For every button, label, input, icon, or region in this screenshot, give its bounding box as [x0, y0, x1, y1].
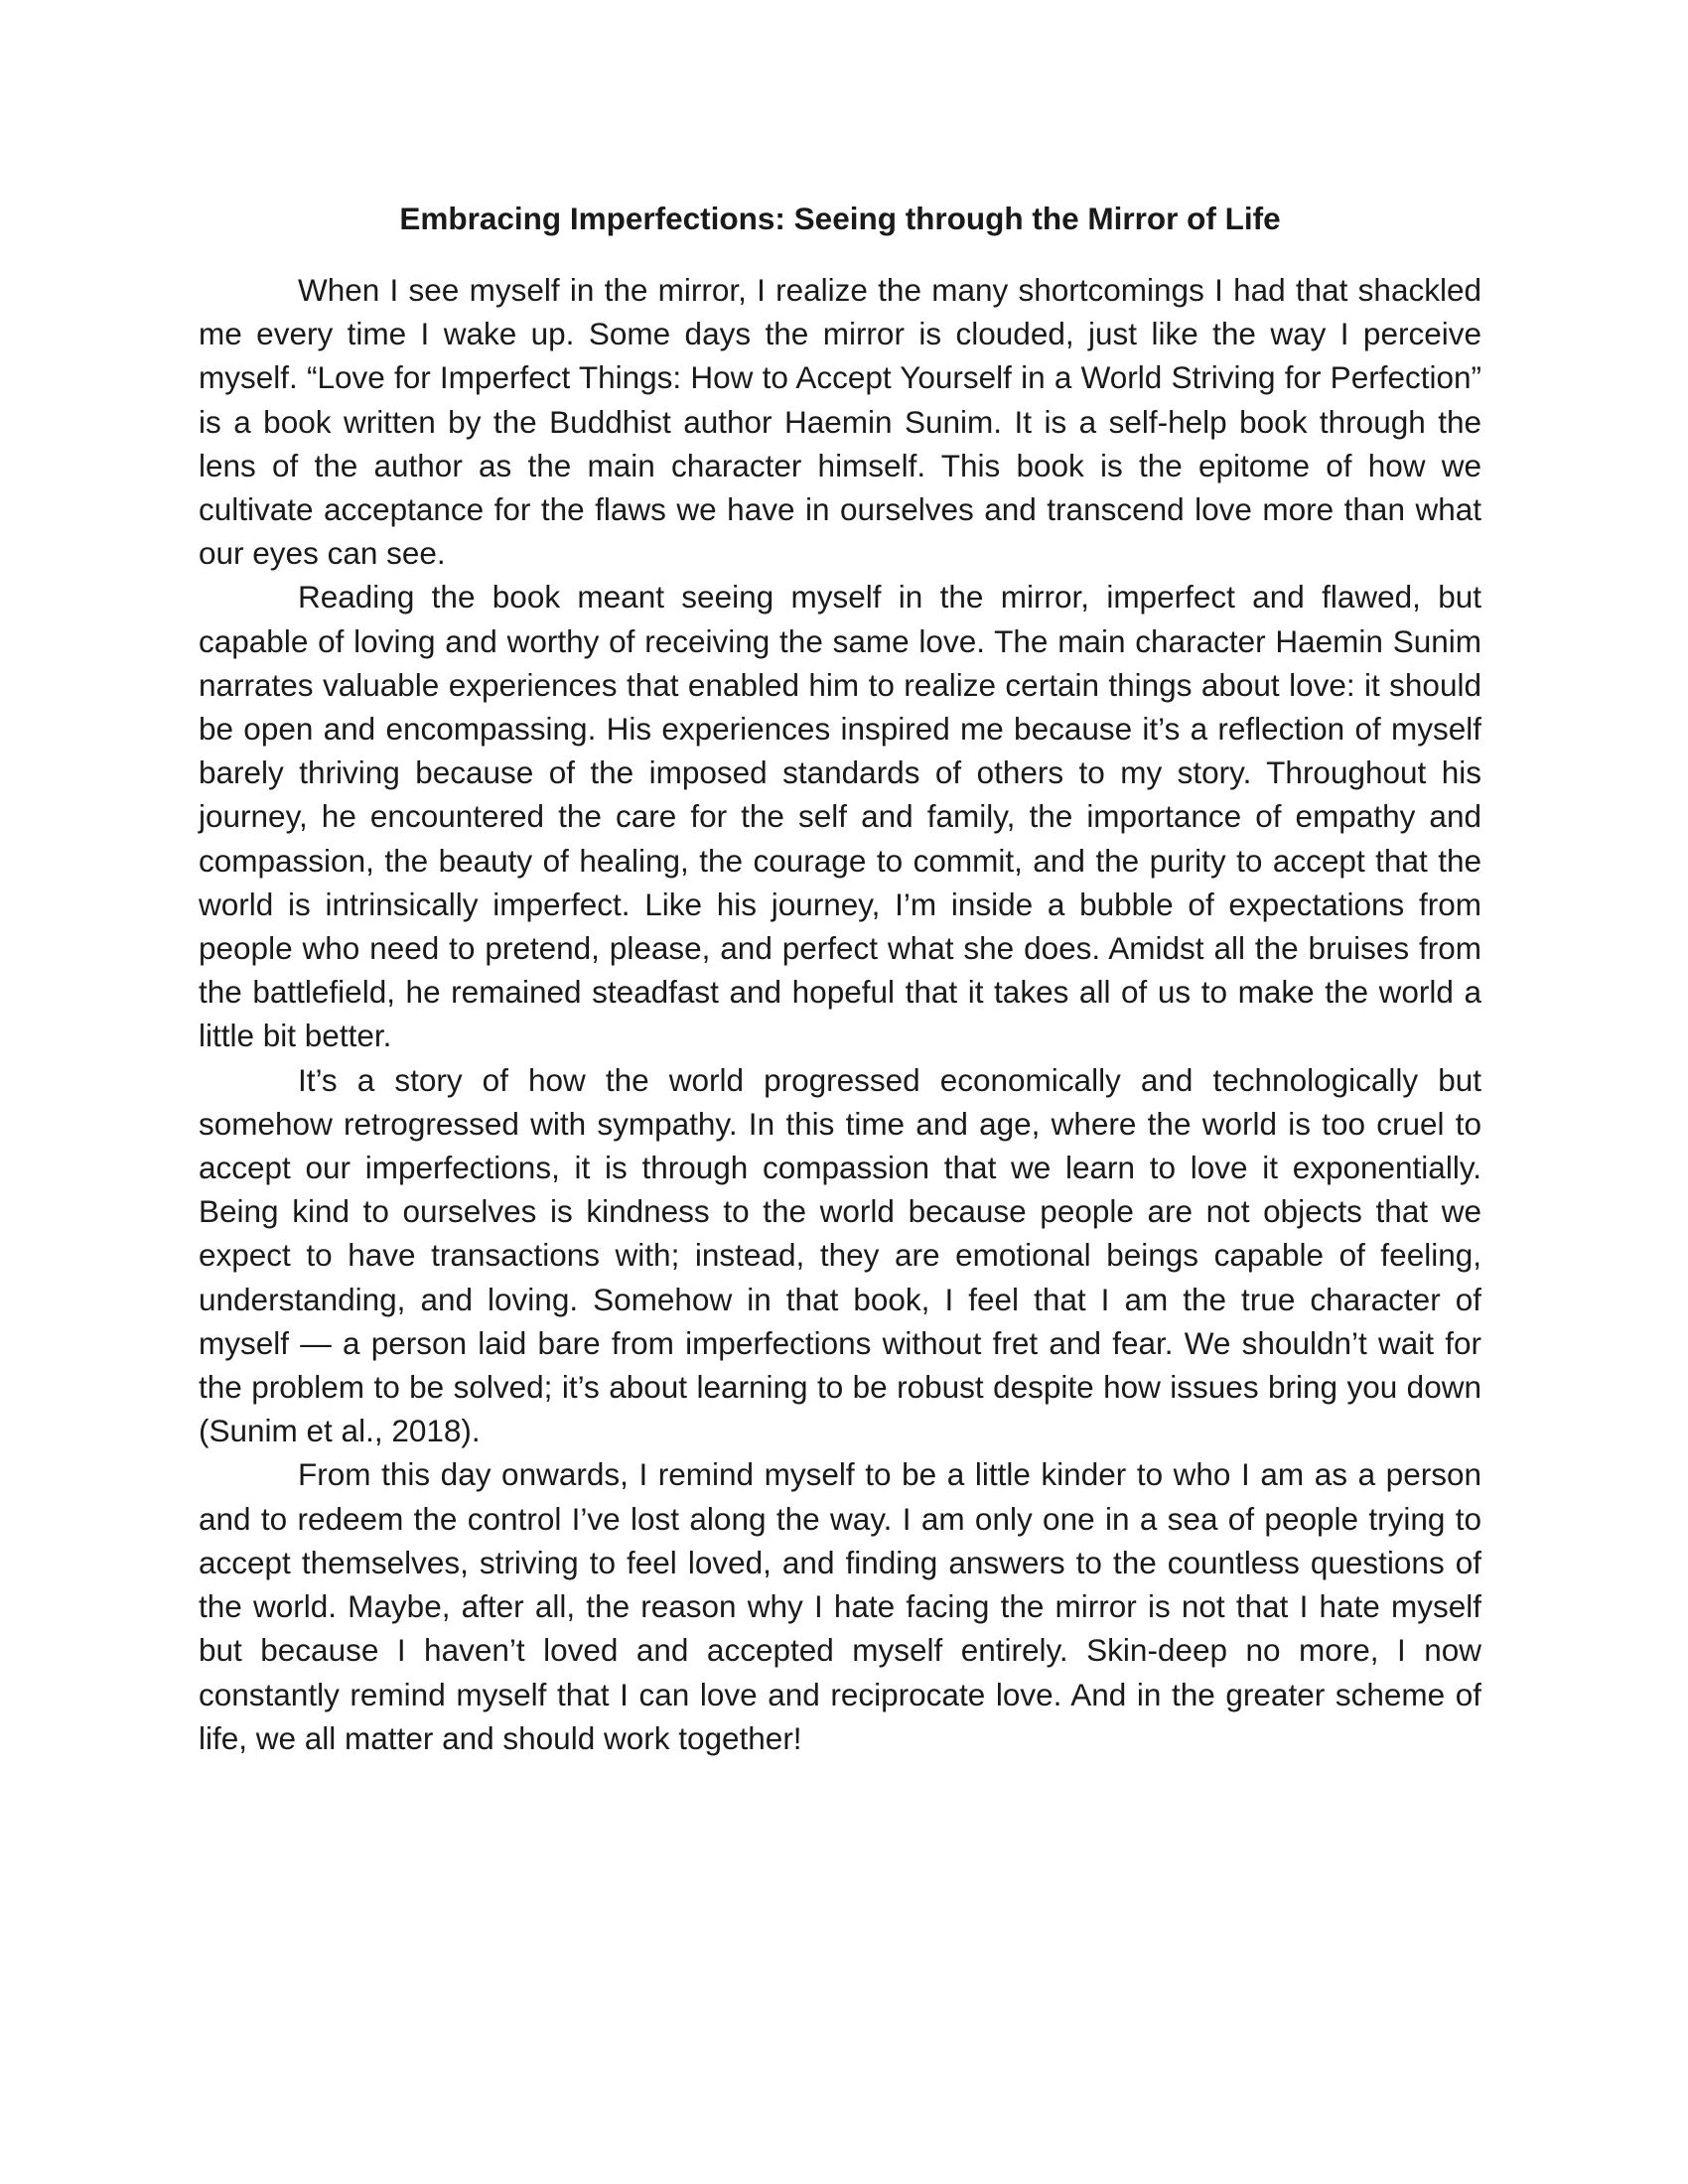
- paragraph-3: It’s a story of how the world progressed economically and technologically but somehow retrogressed with sympathy. In this time and age, where the world is too cruel to accept our imperfections, it is through compassion that we learn to love it exponentially. Being kind to ourselves is kindness to the world because people are not objects that we expect to have transactions with; instead, they are emotional beings capable of feeling, understanding, and loving. Somehow in that book, I feel that I am the true character of myself — a person laid bare from imperfections without fret and fear. We shouldn’t wait for the problem to be solved; it’s about learning to be robust despite how issues bring you down (Sunim et al., 2018).: [199, 1061, 1481, 1449]
- document-page: [199, 197, 1481, 1760]
- paragraph-1: When I see myself in the mirror, I realize the many shortcomings I had that shackled me every time I wake up. Some days the mirror is clouded, just like the way I perceive myself. “Love for Imperfect Things: How to Accept Yourself in a World Striving for Perfection” is a book written by the Buddhist author Haemin Sunim. It is a self-help book through the lens of the author as the main character himself. This book is the epitome of how we cultivate acceptance for the flaws we have in ourselves and transcend love more than what our eyes can see.: [199, 272, 1481, 572]
- paragraph-4: From this day onwards, I remind myself to be a little kinder to who I am as a person and to redeem the control I’ve lost along the way. I am only one in a sea of people trying to accept themselves, striving to feel loved, and finding answers to the countless questions of the world. Maybe, after all, the reason why I hate facing the mirror is not that I hate myself but because I haven’t loved and accepted myself entirely. Skin-deep no more, I now constantly remind myself that I can love and reciprocate love. And in the greater scheme of life, we all matter and should work together!: [199, 1456, 1481, 1756]
- paragraph-2: Reading the book meant seeing myself in the mirror, imperfect and flawed, but capable of loving and worthy of receiving the same love. The main character Haemin Sunim narrates valuable experiences that enabled him to realize certain things about love: it should be open and encompassing. His experiences inspired me because it’s a reflection of myself barely thriving because of the imposed standards of others to my story. Throughout his journey, he encountered the care for the self and family, the importance of empathy and compassion, the beauty of healing, the courage to commit, and the purity to accept that the world is intrinsically imperfect. Like his journey, I’m inside a bubble of expectations from people who need to pretend, please, and perfect what she does. Amidst all the bruises from the battlefield, he remained steadfast and hopeful that it takes all of us to make the world a little bit better.: [199, 579, 1481, 1054]
- document-title: Embracing Imperfections: Seeing through the Mirror of Life: [399, 201, 1281, 236]
